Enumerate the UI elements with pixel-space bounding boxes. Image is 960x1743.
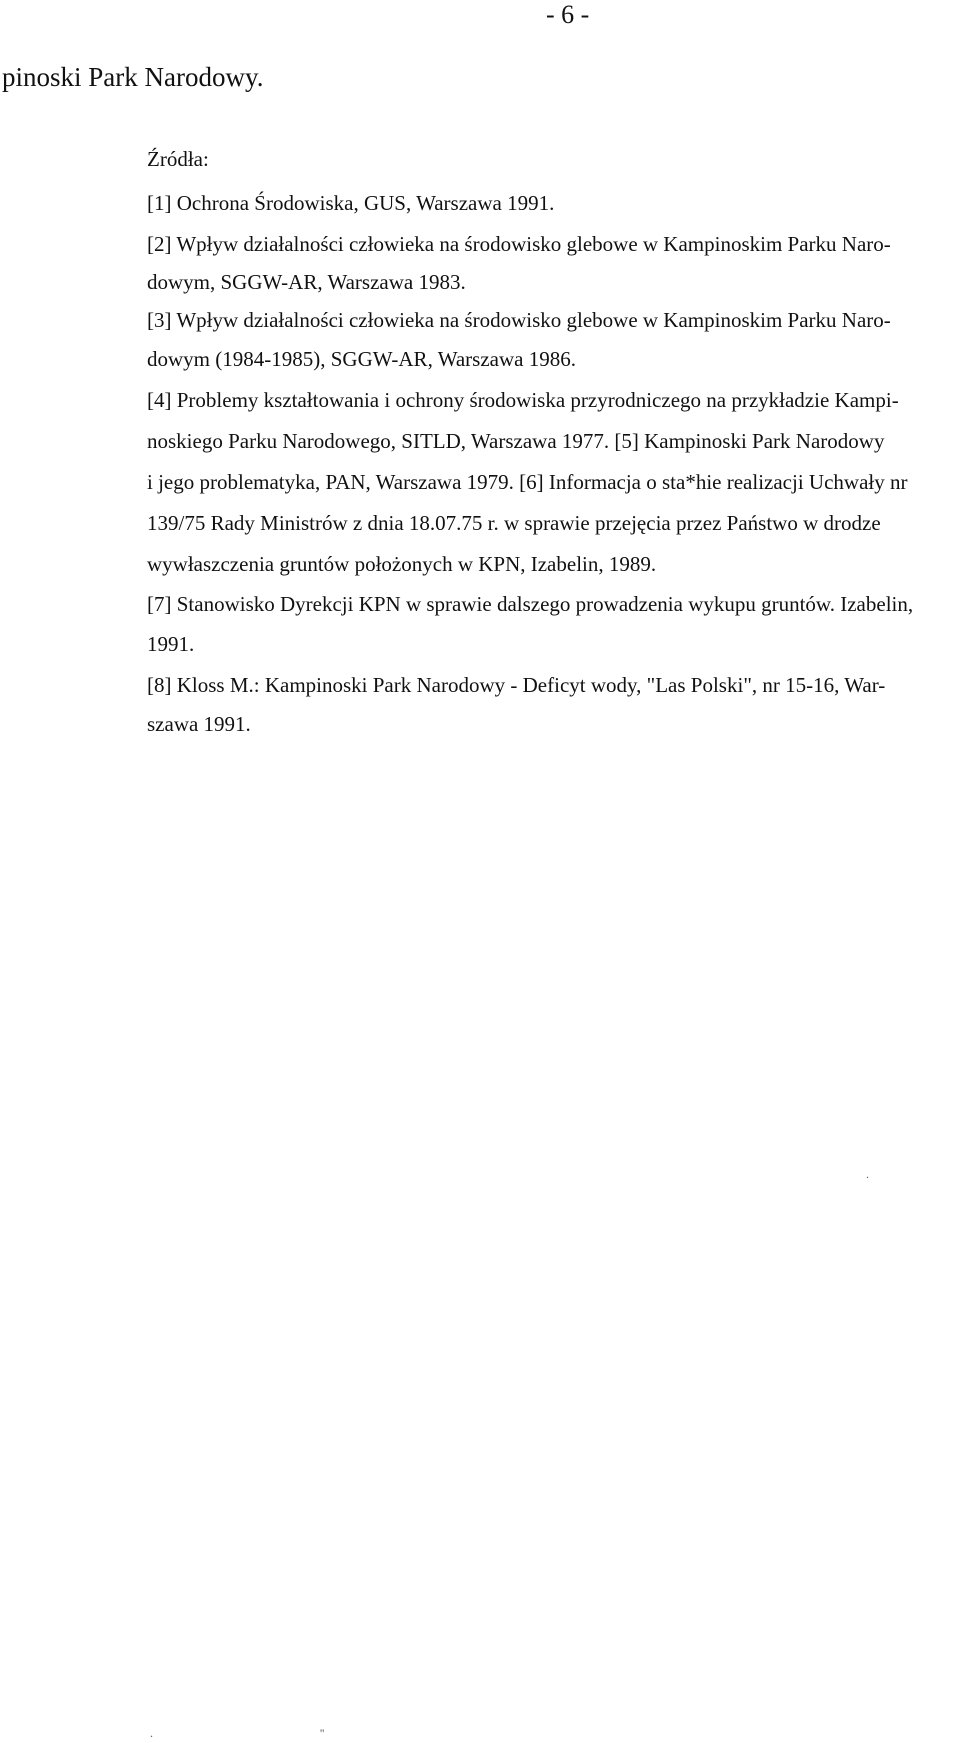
source-line: [4] Problemy kształtowania i ochrony środowiska przyrodniczego na przykładzie Kampi-: [147, 388, 899, 412]
source-line: noskiego Parku Narodowego, SITLD, Warszawa 1977. [5] Kampinoski Park Narodowy: [147, 429, 885, 453]
continuation-text: pinoski Park Narodowy.: [2, 62, 264, 92]
source-line: wywłaszczenia gruntów położonych w KPN, Izabelin, 1989.: [147, 552, 657, 576]
source-line: [8] Kloss M.: Kampinoski Park Narodowy - Deficyt wody, "Las Polski", nr 15-16, War-: [147, 673, 886, 697]
stray-mark: .: [150, 1726, 153, 1740]
source-line: i jego problematyka, PAN, Warszawa 1979. [6] Informacja o sta*hie realizacji Uchwały nr: [147, 470, 908, 494]
sources-heading: Źródła:: [147, 147, 209, 171]
source-line: 139/75 Rady Ministrów z dnia 18.07.75 r. w sprawie przejęcia przez Państwo w drodze: [147, 511, 881, 535]
stray-mark: .: [866, 1167, 869, 1181]
source-line: [1] Ochrona Środowiska, GUS, Warszawa 1991.: [147, 191, 555, 215]
source-line: dowym (1984-1985), SGGW-AR, Warszawa 1986.: [147, 347, 576, 371]
source-line: dowym, SGGW-AR, Warszawa 1983.: [147, 270, 466, 294]
page-number: - 6 -: [546, 0, 590, 29]
source-line: 1991.: [147, 632, 195, 656]
source-line: [7] Stanowisko Dyrekcji KPN w sprawie dalszego prowadzenia wykupu gruntów. Izabelin,: [147, 592, 914, 616]
source-line: szawa 1991.: [147, 712, 251, 736]
stray-mark: '': [320, 1726, 325, 1740]
source-line: [2] Wpływ działalności człowieka na środowisko glebowe w Kampinoskim Parku Naro-: [147, 232, 891, 256]
source-line: [3] Wpływ działalności człowieka na środowisko glebowe w Kampinoskim Parku Naro-: [147, 308, 891, 332]
